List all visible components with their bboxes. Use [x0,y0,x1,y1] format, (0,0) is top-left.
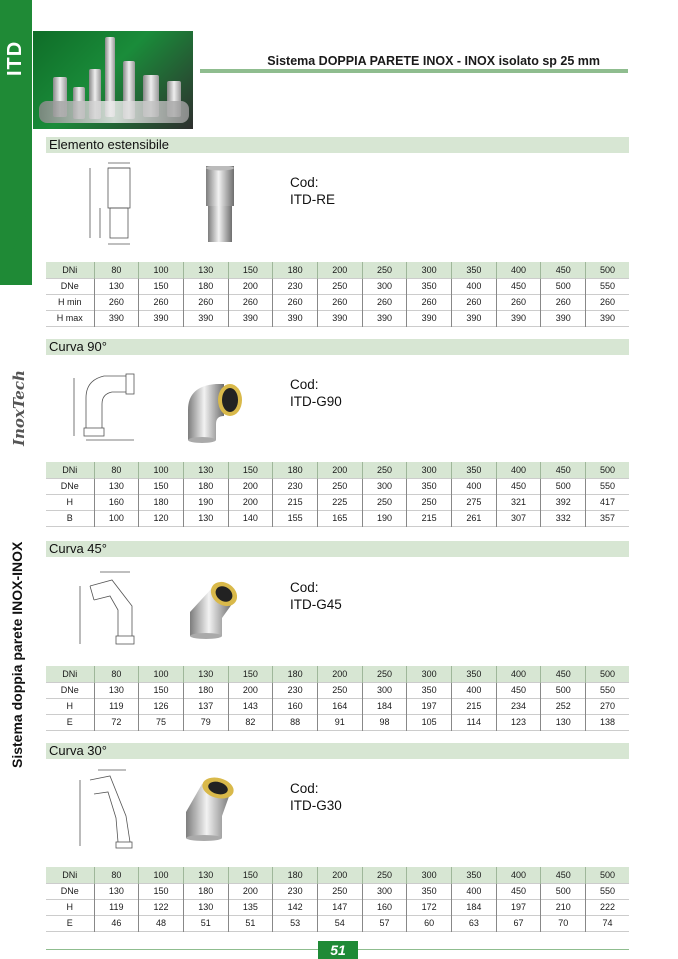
table-cell: 357 [586,510,629,526]
table-cell: 550 [586,478,629,494]
table-row [46,462,629,478]
table-cell: 100 [139,262,184,278]
section-bar-curva30 [46,743,629,759]
table-cell: 250 [317,478,362,494]
spec-table-g90 [46,462,629,527]
table-cell: 400 [452,883,497,899]
table-cell: 200 [317,462,362,478]
table-cell: 150 [228,666,273,682]
table-cell: 390 [407,310,452,326]
table-cell: 250 [317,883,362,899]
table-cell: 130 [183,462,228,478]
table-cell: 350 [452,666,497,682]
table-cell: 105 [407,714,452,730]
section-title-elemento: Elemento estensibile [49,137,169,152]
table-cell: 250 [362,494,407,510]
table-cell: 250 [362,262,407,278]
table-cell: 417 [586,494,629,510]
table-cell: 48 [139,915,184,931]
section-title-curva90: Curva 90° [49,339,107,354]
product-code-block-g45 [290,579,342,613]
table-cell: 130 [183,510,228,526]
table-cell: 100 [139,462,184,478]
page-number: 51 [318,941,358,959]
technical-drawing-icon [70,566,150,650]
table-cell: 332 [541,510,586,526]
table-cell: 250 [362,666,407,682]
table-cell: 450 [496,682,541,698]
table-cell: 143 [228,698,273,714]
green-sidebar-wedge [0,200,32,285]
table-cell: 215 [273,494,318,510]
product-photo-icon [176,374,246,444]
table-cell: 390 [94,310,139,326]
table-cell: 300 [407,262,452,278]
table-cell: 260 [94,294,139,310]
table-row [46,478,629,494]
table-cell: 400 [496,462,541,478]
table-cell: 350 [407,682,452,698]
table-cell: 140 [228,510,273,526]
vertical-section-title: Sistema doppia parete INOX-INOX [9,541,25,769]
table-cell: 307 [496,510,541,526]
section-title-curva30: Curva 30° [49,743,107,758]
table-cell: 150 [139,682,184,698]
table-cell: 172 [407,899,452,915]
table-cell: 123 [496,714,541,730]
table-cell: 46 [94,915,139,931]
table-cell: 500 [586,462,629,478]
table-row [46,698,629,714]
table-cell: 260 [496,294,541,310]
table-cell: 234 [496,698,541,714]
table-cell: 119 [94,698,139,714]
inoxtech-logo-icon: InoxTech [10,370,28,446]
table-row [46,915,629,931]
product-code-block-re [290,174,335,208]
table-cell: 450 [541,462,586,478]
table-cell: 390 [317,310,362,326]
row-label: DNi [46,262,94,278]
table-cell: 70 [541,915,586,931]
table-cell: 390 [496,310,541,326]
technical-drawing-icon [78,160,148,250]
table-cell: 350 [452,262,497,278]
table-cell: 130 [183,899,228,915]
table-cell: 180 [273,262,318,278]
table-cell: 300 [362,278,407,294]
row-label: H [66,701,73,711]
table-cell: 225 [317,494,362,510]
table-cell: 80 [94,262,139,278]
table-cell: 400 [496,666,541,682]
table-cell: 180 [183,682,228,698]
cod-label: Cod: [290,781,319,796]
table-cell: 155 [273,510,318,526]
row-label: H max [56,313,83,323]
spec-table-g45 [46,666,629,731]
table-cell: 98 [362,714,407,730]
table-cell: 350 [452,462,497,478]
table-row [46,262,629,278]
table-cell: 400 [452,478,497,494]
table-cell: 550 [586,278,629,294]
table-cell: 200 [317,666,362,682]
table-cell: 222 [586,899,629,915]
table-cell: 250 [317,278,362,294]
table-cell: 100 [139,867,184,883]
table-cell: 150 [228,867,273,883]
table-cell: 184 [452,899,497,915]
table-row [46,899,629,915]
table-cell: 260 [228,294,273,310]
table-row [46,883,629,899]
table-cell: 200 [317,262,362,278]
table-cell: 230 [273,478,318,494]
table-row [46,294,629,310]
table-cell: 230 [273,278,318,294]
table-row [46,278,629,294]
table-cell: 500 [586,867,629,883]
table-cell: 135 [228,899,273,915]
table-cell: 150 [139,278,184,294]
table-cell: 250 [362,462,407,478]
table-cell: 500 [541,682,586,698]
table-cell: 450 [541,262,586,278]
table-row [46,682,629,698]
table-cell: 390 [183,310,228,326]
table-cell: 550 [586,883,629,899]
table-cell: 180 [183,278,228,294]
table-cell: 260 [273,294,318,310]
table-cell: 120 [139,510,184,526]
table-cell: 350 [452,867,497,883]
table-cell: 91 [317,714,362,730]
table-cell: 142 [273,899,318,915]
table-cell: 100 [94,510,139,526]
table-cell: 450 [541,867,586,883]
table-cell: 500 [541,883,586,899]
table-cell: 164 [317,698,362,714]
table-cell: 180 [273,867,318,883]
table-cell: 400 [496,262,541,278]
table-cell: 450 [496,883,541,899]
table-cell: 150 [139,478,184,494]
table-cell: 350 [407,278,452,294]
table-cell: 260 [317,294,362,310]
header-divider [200,69,628,73]
table-cell: 150 [228,462,273,478]
table-cell: 190 [183,494,228,510]
table-cell: 60 [407,915,452,931]
table-cell: 215 [452,698,497,714]
product-photo-icon [186,574,242,640]
technical-drawing-icon [66,368,146,444]
row-label: H [66,497,73,507]
product-code-block-g30 [290,780,342,814]
table-cell: 197 [496,899,541,915]
table-cell: 500 [586,666,629,682]
technical-drawing-icon [70,766,150,852]
table-cell: 200 [228,682,273,698]
table-cell: 230 [273,682,318,698]
table-cell: 51 [228,915,273,931]
table-cell: 200 [228,478,273,494]
product-photo-icon [182,772,242,842]
table-cell: 350 [407,883,452,899]
table-cell: 75 [139,714,184,730]
table-cell: 390 [362,310,407,326]
table-cell: 215 [407,510,452,526]
table-row [46,494,629,510]
table-cell: 74 [586,915,629,931]
table-cell: 57 [362,915,407,931]
table-cell: 300 [362,478,407,494]
table-cell: 260 [586,294,629,310]
table-cell: 200 [317,867,362,883]
table-cell: 130 [94,278,139,294]
table-row [46,510,629,526]
table-cell: 160 [362,899,407,915]
table-cell: 390 [139,310,184,326]
table-cell: 130 [183,867,228,883]
table-cell: 54 [317,915,362,931]
table-cell: 137 [183,698,228,714]
table-cell: 300 [407,462,452,478]
table-cell: 72 [94,714,139,730]
table-row [46,310,629,326]
row-label: DNe [60,685,79,695]
table-cell: 250 [362,867,407,883]
table-cell: 300 [362,883,407,899]
table-cell: 51 [183,915,228,931]
section-bar-curva45 [46,541,629,557]
product-code: ITD-G45 [290,597,342,612]
table-cell: 79 [183,714,228,730]
row-label: DNe [60,886,79,896]
table-cell: 390 [452,310,497,326]
table-cell: 260 [139,294,184,310]
table-row [46,666,629,682]
table-cell: 400 [496,867,541,883]
table-cell: 392 [541,494,586,510]
table-cell: 122 [139,899,184,915]
table-cell: 126 [139,698,184,714]
table-cell: 130 [94,478,139,494]
table-cell: 450 [541,666,586,682]
table-cell: 119 [94,899,139,915]
table-cell: 180 [183,478,228,494]
table-cell: 450 [496,278,541,294]
table-cell: 130 [541,714,586,730]
table-cell: 147 [317,899,362,915]
table-cell: 260 [541,294,586,310]
table-cell: 321 [496,494,541,510]
table-cell: 390 [586,310,629,326]
table-cell: 180 [273,462,318,478]
table-cell: 184 [362,698,407,714]
table-cell: 500 [541,278,586,294]
table-cell: 80 [94,867,139,883]
cod-label: Cod: [290,580,319,595]
table-cell: 200 [228,278,273,294]
row-label: H min [57,297,82,307]
table-cell: 250 [407,494,452,510]
table-cell: 190 [362,510,407,526]
row-label: DNi [46,462,94,478]
table-cell: 180 [139,494,184,510]
product-code: ITD-G90 [290,394,342,409]
table-cell: 130 [94,682,139,698]
table-cell: 82 [228,714,273,730]
section-bar-curva90 [46,339,629,355]
table-cell: 400 [452,682,497,698]
cod-label: Cod: [290,175,319,190]
product-photo-icon [204,166,236,242]
table-cell: 197 [407,698,452,714]
table-cell: 550 [586,682,629,698]
table-cell: 300 [407,867,452,883]
row-label: E [66,918,73,928]
table-cell: 260 [407,294,452,310]
row-label: B [66,513,73,523]
table-cell: 400 [452,278,497,294]
row-label: DNe [60,281,79,291]
row-label: DNe [60,481,79,491]
cod-label: Cod: [290,377,319,392]
table-cell: 100 [139,666,184,682]
table-cell: 252 [541,698,586,714]
table-cell: 260 [362,294,407,310]
spec-table-g30 [46,867,629,932]
row-label: H [66,902,73,912]
table-cell: 260 [452,294,497,310]
table-cell: 350 [407,478,452,494]
table-cell: 210 [541,899,586,915]
table-cell: 260 [183,294,228,310]
table-cell: 180 [183,883,228,899]
table-cell: 300 [407,666,452,682]
table-cell: 138 [586,714,629,730]
table-cell: 114 [452,714,497,730]
table-cell: 390 [228,310,273,326]
table-cell: 150 [228,262,273,278]
row-label: DNi [46,666,94,682]
table-cell: 230 [273,883,318,899]
product-code: ITD-RE [290,192,335,207]
table-row [46,867,629,883]
table-cell: 130 [183,262,228,278]
table-cell: 130 [94,883,139,899]
section-title-curva45: Curva 45° [49,541,107,556]
table-cell: 130 [183,666,228,682]
table-cell: 67 [496,915,541,931]
table-cell: 300 [362,682,407,698]
table-cell: 500 [541,478,586,494]
table-cell: 200 [228,883,273,899]
table-cell: 275 [452,494,497,510]
spec-table-re [46,262,629,327]
table-cell: 160 [273,698,318,714]
table-cell: 390 [541,310,586,326]
table-cell: 165 [317,510,362,526]
table-cell: 180 [273,666,318,682]
table-cell: 261 [452,510,497,526]
table-cell: 250 [317,682,362,698]
table-cell: 390 [273,310,318,326]
product-code-block-g90 [290,376,342,410]
row-label: DNi [46,867,94,883]
table-row [46,714,629,730]
table-cell: 80 [94,462,139,478]
table-cell: 80 [94,666,139,682]
row-label: E [66,717,73,727]
itd-logo-icon: ITD [4,40,26,76]
table-cell: 53 [273,915,318,931]
header-product-photo [33,31,193,129]
table-cell: 500 [586,262,629,278]
product-code: ITD-G30 [290,798,342,813]
table-cell: 450 [496,478,541,494]
table-cell: 270 [586,698,629,714]
table-cell: 88 [273,714,318,730]
table-cell: 63 [452,915,497,931]
table-cell: 150 [139,883,184,899]
table-cell: 200 [228,494,273,510]
page-title: Sistema DOPPIA PARETE INOX - INOX isolato sp 25 mm [267,54,600,68]
table-cell: 160 [94,494,139,510]
